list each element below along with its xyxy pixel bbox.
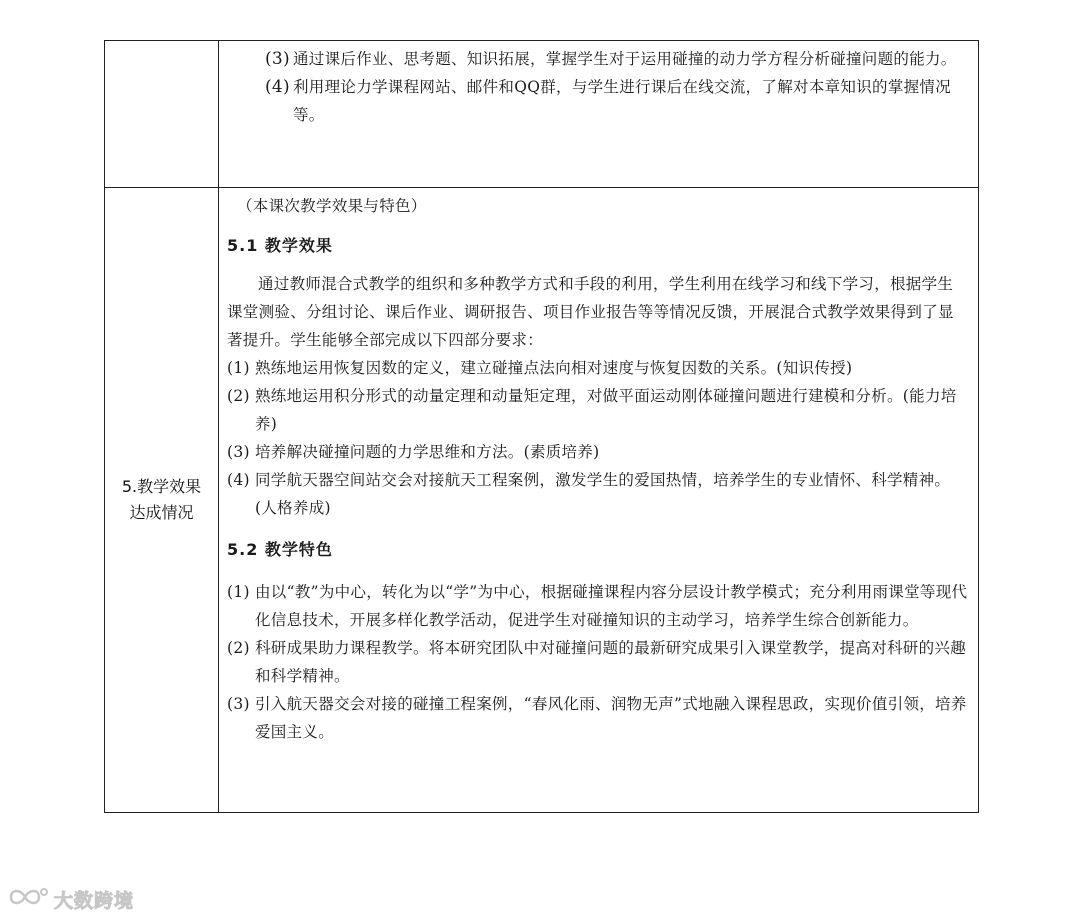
item-number: (4) <box>227 471 250 489</box>
list-item <box>265 73 970 129</box>
list-item <box>227 466 968 522</box>
item-text: 同学航天器空间站交会对接航天工程案例，激发学生的爱国热情，培养学生的专业情怀、科学精神。(人格养成) <box>255 471 951 517</box>
row-label-line: 达成情况 <box>129 503 194 522</box>
section-note: （本课次教学效果与特色） <box>237 197 427 215</box>
item-number: (2) <box>227 639 250 657</box>
table-row <box>105 188 979 813</box>
item-text: 科研成果助力课程教学。将本研究团队中对碰撞问题的最新研究成果引入课堂教学，提高对科研的兴趣和科学精神。 <box>255 639 967 685</box>
item-text: 引入航天器交会对接的碰撞工程案例，“春风化雨、润物无声”式地融入课程思政，实现价值引领，培养爱国主义。 <box>255 695 967 741</box>
section-paragraph: 通过教师混合式教学的组织和多种教学方式和手段的利用，学生利用在线学习和线下学习，根据学生课堂测验、分组讨论、课后作业、调研报告、项目作业报告等等情况反馈，开展混合式教学效果得到了显著提升。学生能够全部完成以下四部分要求： <box>227 275 954 349</box>
section-heading: 5.1 教学效果 <box>227 236 333 255</box>
infinity-logo-icon <box>6 884 50 914</box>
row-content <box>219 188 979 813</box>
watermark-text: 大数跨境 <box>54 889 135 912</box>
list-item <box>227 578 968 634</box>
list-item <box>227 690 968 746</box>
row-label <box>105 188 219 813</box>
item-number: (4) <box>265 77 290 97</box>
item-text: 由以“教”为中心，转化为以“学”为中心，根据碰撞课程内容分层设计教学模式；充分利用雨课堂等现代化信息技术，开展多样化教学活动，促进学生对碰撞知识的主动学习，培养学生综合创新能力。 <box>255 583 968 629</box>
item-text: 通过课后作业、思考题、知识拓展，掌握学生对于运用碰撞的动力学方程分析碰撞问题的能力。 <box>293 50 957 68</box>
list-item <box>227 354 968 382</box>
course-table <box>104 40 979 813</box>
list-item <box>227 634 968 690</box>
table-row <box>105 41 979 188</box>
item-number: (3) <box>227 695 250 713</box>
row-label-empty <box>105 41 219 188</box>
item-text: 熟练地运用恢复因数的定义，建立碰撞点法向相对速度与恢复因数的关系。(知识传授) <box>255 359 853 377</box>
item-number: (1) <box>227 583 250 601</box>
list-item <box>227 438 968 466</box>
row-content <box>219 41 979 188</box>
item-number: (2) <box>227 387 250 405</box>
row-label-line: 5.教学效果 <box>121 477 202 496</box>
item-number: (3) <box>265 49 290 69</box>
item-number: (1) <box>227 359 250 377</box>
section-heading: 5.2 教学特色 <box>227 540 333 559</box>
watermark <box>6 884 134 914</box>
item-text: 熟练地运用积分形式的动量定理和动量矩定理，对做平面运动刚体碰撞问题进行建模和分析。(能力培养) <box>255 387 957 433</box>
list-item <box>265 45 970 73</box>
item-text: 利用理论力学课程网站、邮件和QQ群，与学生进行课后在线交流，了解对本章知识的掌握情况等。 <box>293 78 952 124</box>
list-item <box>227 382 968 438</box>
item-number: (3) <box>227 443 250 461</box>
item-text: 培养解决碰撞问题的力学思维和方法。(素质培养) <box>255 443 600 461</box>
